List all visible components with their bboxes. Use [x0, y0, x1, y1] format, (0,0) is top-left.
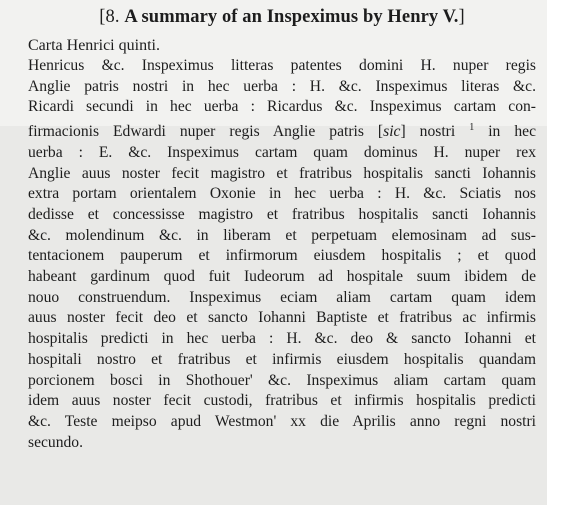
text-line: dedisse et concessisse magistro et fratribus hospitalis sancti Iohannis: [28, 205, 536, 223]
text-line-with-footnote: [28, 118, 536, 143]
text-segment: in hec: [474, 123, 536, 141]
section-bracket-close: ]: [458, 7, 465, 27]
sic-annotation: sic: [383, 123, 401, 141]
text-line: Anglie auus noster fecit magistro et fratribus hospitalis sancti Iohannis: [28, 164, 536, 182]
text-line: auus noster fecit deo et sancto Iohanni Baptiste et fratribus ac infirmis: [28, 309, 536, 327]
text-line: Henricus &c. Inspeximus litteras patentes domini H. nuper regis: [28, 57, 536, 74]
page-margin: [547, 0, 561, 505]
text-line: extra portam orientalem Oxonie in hec uerba : H. &c. Sciatis nos: [28, 185, 536, 203]
charter-text: [28, 56, 536, 453]
document-body: [28, 4, 536, 453]
text-line: nouo construendum. Inspeximus eciam aliam cartam quam idem: [28, 288, 536, 306]
text-line: hospitali nostro et fratribus et infirmis eiusdem hospitalis quandam: [28, 350, 536, 368]
text-line: Anglie patris nostri in hec uerba : H. &c. Inspeximus literas &c.: [28, 77, 536, 95]
text-line: uerba : E. &c. Inspeximus cartam quam dominus H. nuper rex: [28, 143, 536, 161]
text-line: idem auus noster fecit custodi, fratribus et infirmis hospitalis predicti: [28, 392, 536, 410]
section-number: [8.: [99, 7, 120, 27]
text-line: secundo.: [28, 433, 83, 451]
text-line: tentacionem pauperum et infirmorum eiusdem hospitalis ; et quod: [28, 247, 536, 265]
text-line: porcionem bosci in Shothouer' &c. Inspeximus aliam cartam quam: [28, 371, 536, 389]
text-line: hospitalis predicti in hec uerba : H. &c. deo & sancto Iohanni et: [28, 330, 536, 348]
section-heading: [28, 4, 536, 30]
text-line: Ricardi secundi in hec uerba : Ricardus &c. Inspeximus cartam con-: [28, 98, 536, 116]
charter-caption: Carta Henrici quinti.: [28, 37, 160, 54]
text-line: &c. Teste meipso apud Westmon' xx die Aprilis anno regni nostri: [28, 412, 536, 430]
text-segment: firmacionis Edwardi nuper regis Anglie patris [sic] nostri: [28, 123, 456, 141]
footnote-marker[interactable]: 1: [469, 122, 475, 134]
text-line: &c. molendinum &c. in liberam et perpetuam elemosinam ad sus-: [28, 226, 536, 244]
section-title: A summary of an Inspeximus by Henry V.: [124, 7, 459, 27]
text-line: habeant gardinum quod fuit Iudeorum ad hospitale suum ibidem de: [28, 268, 536, 286]
